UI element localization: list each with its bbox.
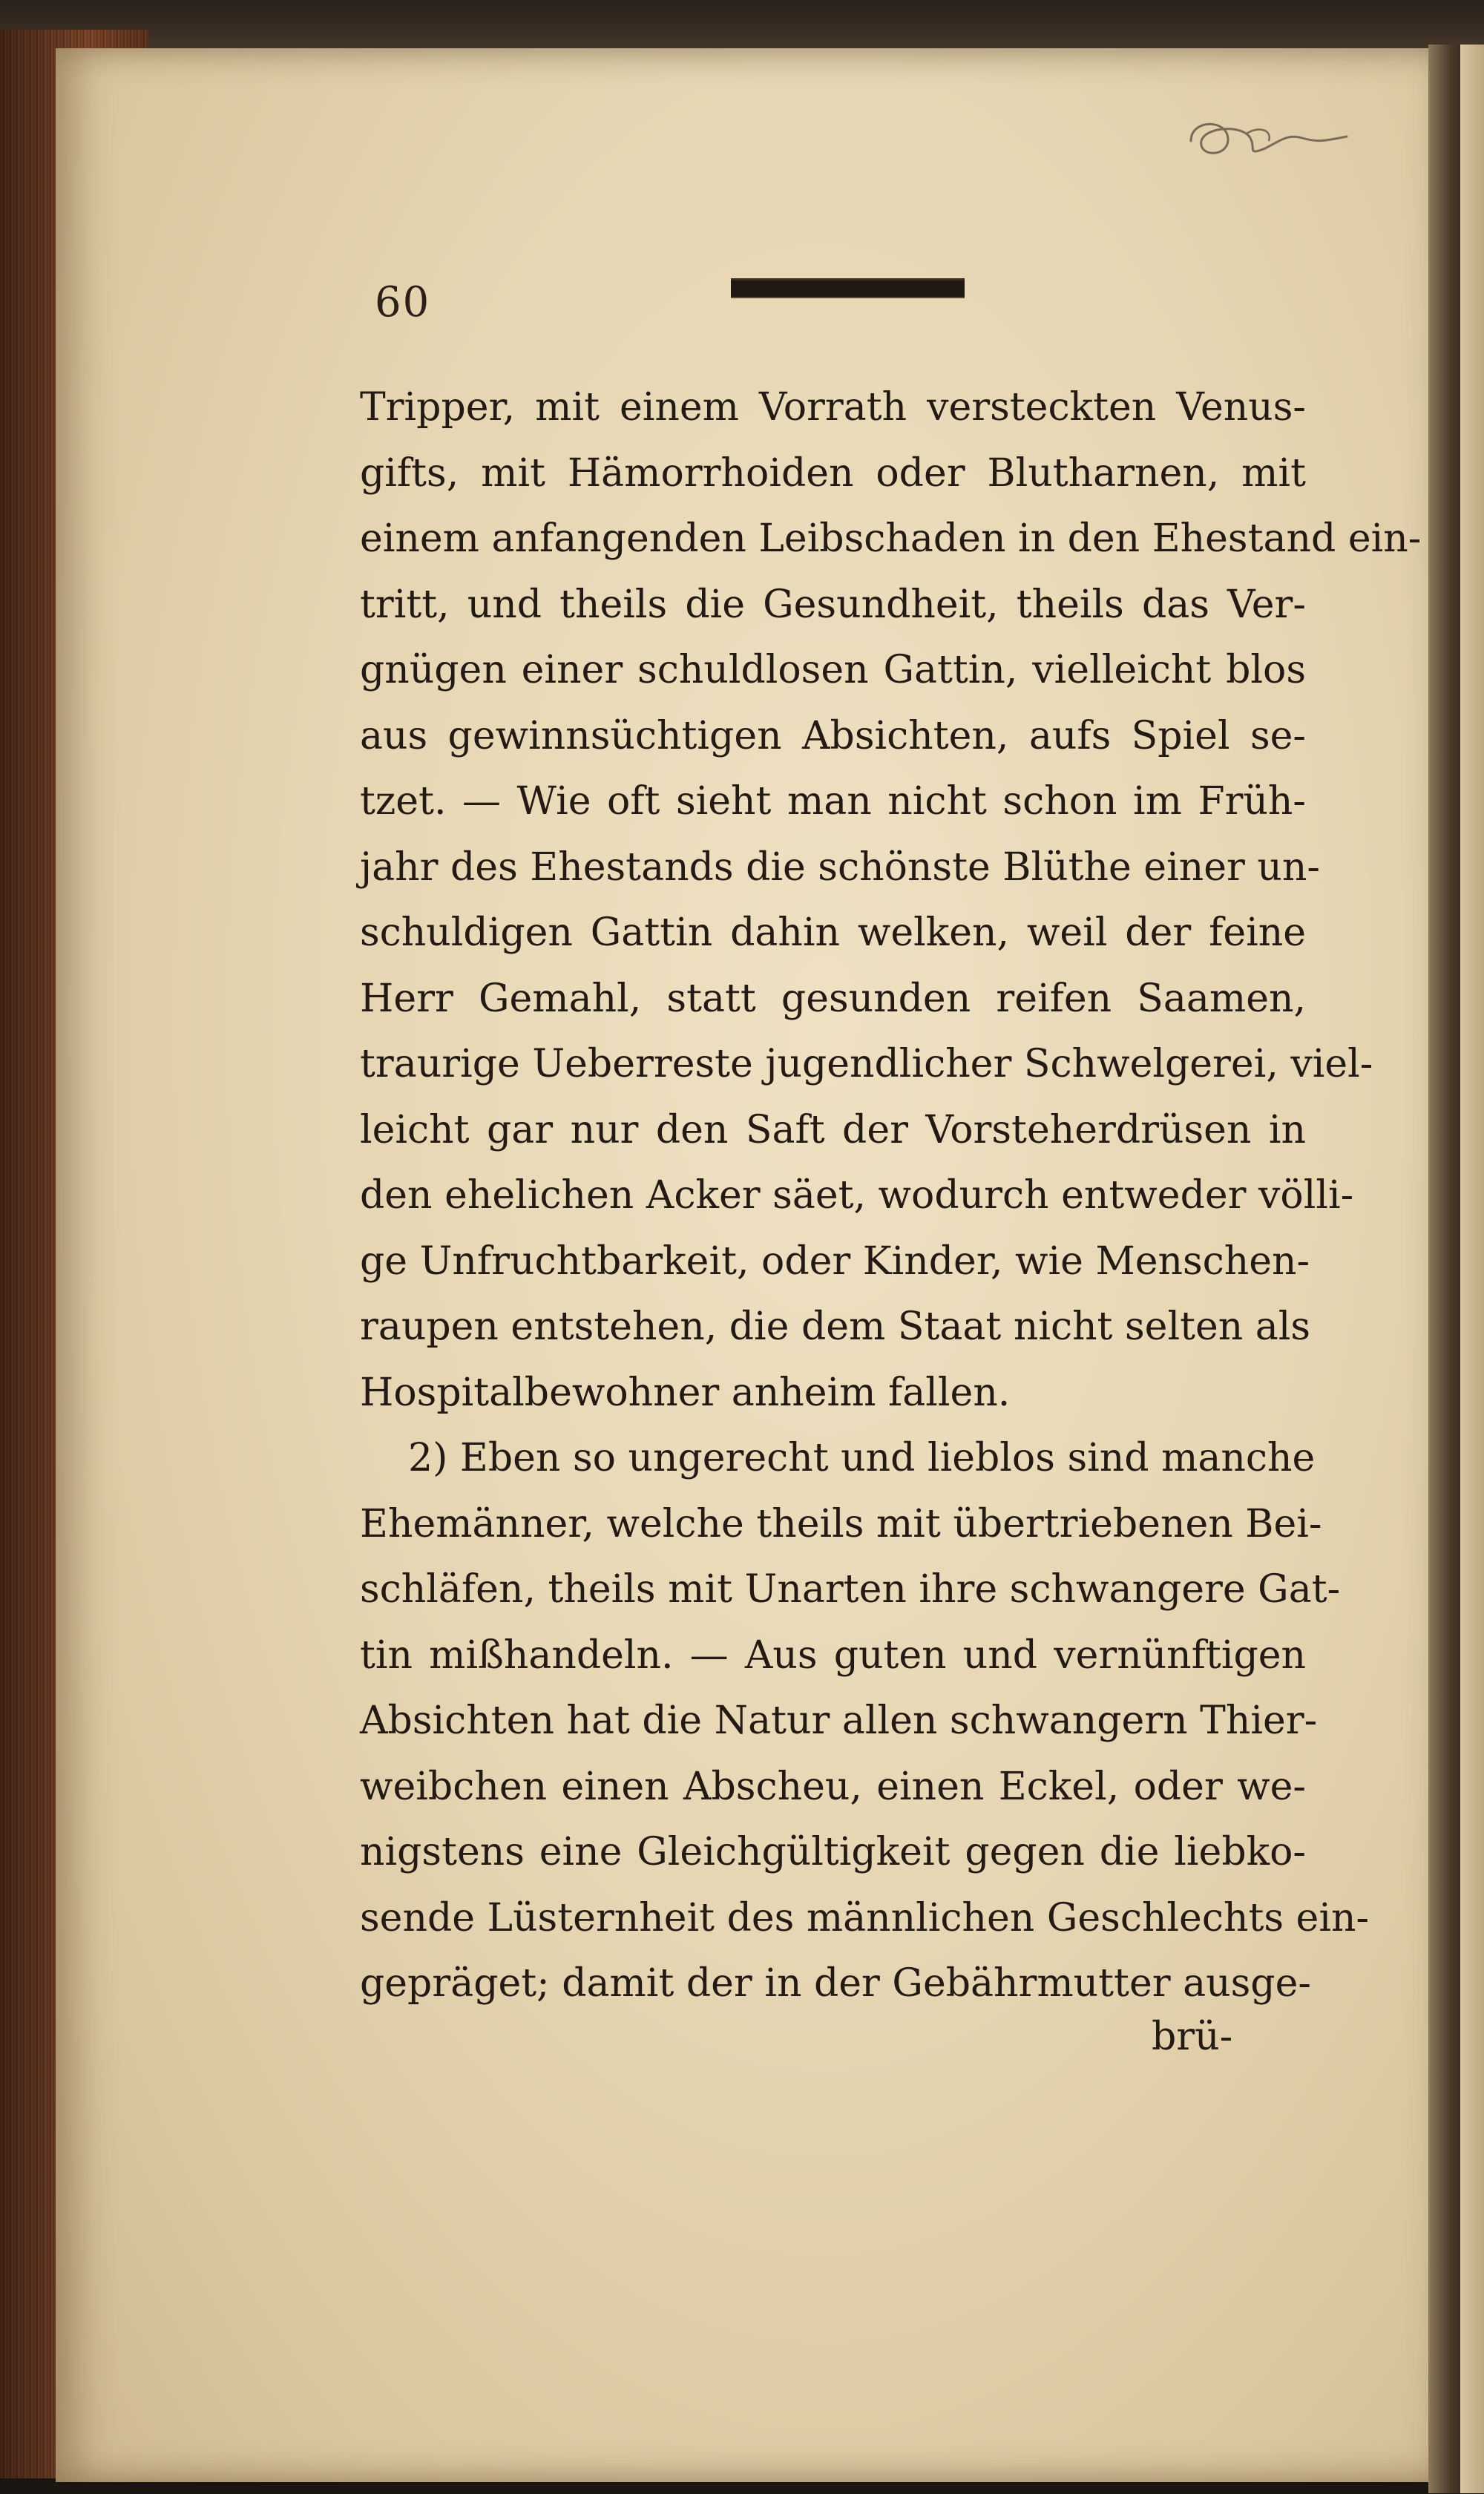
text-line: tzet. — Wie oft sieht man nicht schon im Früh- xyxy=(360,779,1306,824)
text-line: tritt, und theils die Gesundheit, theils das Ver- xyxy=(360,582,1306,627)
catchword: brü- xyxy=(1152,2015,1233,2059)
text-line: den ehelichen Acker säet, wodurch entweder völli- xyxy=(360,1173,1354,1218)
facing-page-edge xyxy=(1460,45,1484,2493)
text-line: leicht gar nur den Saft der Vorsteherdrüsen in xyxy=(360,1107,1306,1152)
text-line: Ehemänner, welche theils mit übertriebenen Bei- xyxy=(360,1501,1322,1546)
text-line: Herr Gemahl, statt gesunden reifen Saamen, xyxy=(360,976,1306,1021)
handwritten-mark xyxy=(1176,111,1354,171)
text-line: gepräget; damit der in der Gebährmutter ausge- xyxy=(360,1961,1311,2006)
text-line: sende Lüsternheit des männlichen Geschlechts ein- xyxy=(360,1895,1370,1940)
text-line: Tripper, mit einem Vorrath versteckten Venus- xyxy=(360,385,1306,430)
text-line: einem anfangenden Leibschaden in den Ehestand ein- xyxy=(360,516,1422,561)
text-line: gnügen einer schuldlosen Gattin, vielleicht blos xyxy=(360,648,1306,692)
paragraph-start-line: 2) Eben so ungerecht und lieblos sind manche xyxy=(408,1436,1316,1480)
page-number: 60 xyxy=(375,278,431,326)
text-line: schläfen, theils mit Unarten ihre schwangere Gat- xyxy=(360,1567,1341,1612)
text-line: raupen entstehen, die dem Staat nicht selten als xyxy=(360,1305,1311,1349)
header-rule-ornament xyxy=(731,278,965,297)
text-line: weibchen einen Abscheu, einen Eckel, oder we- xyxy=(360,1764,1306,1809)
text-line: gifts, mit Hämorrhoiden oder Blutharnen, mit xyxy=(360,450,1306,496)
body-text xyxy=(360,375,1422,2017)
paragraph-end-line: Hospitalbewohner anheim fallen. xyxy=(360,1370,1011,1415)
text-line: schuldigen Gattin dahin welken, weil der feine xyxy=(360,910,1306,955)
text-line: jahr des Ehestands die schönste Blüthe einer un- xyxy=(360,844,1320,890)
text-line: tin mißhandeln. — Aus guten und vernünftigen xyxy=(360,1632,1306,1678)
text-line: Absichten hat die Natur allen schwangern Thier- xyxy=(360,1699,1318,1743)
text-line: ge Unfruchtbarkeit, oder Kinder, wie Menschen- xyxy=(360,1238,1310,1284)
text-line: aus gewinnsüchtigen Absichten, aufs Spiel se- xyxy=(360,713,1306,758)
text-line: nigstens eine Gleichgültigkeit gegen die liebko- xyxy=(360,1830,1306,1874)
text-line: traurige Ueberreste jugendlicher Schwelgerei, viel- xyxy=(360,1042,1373,1086)
